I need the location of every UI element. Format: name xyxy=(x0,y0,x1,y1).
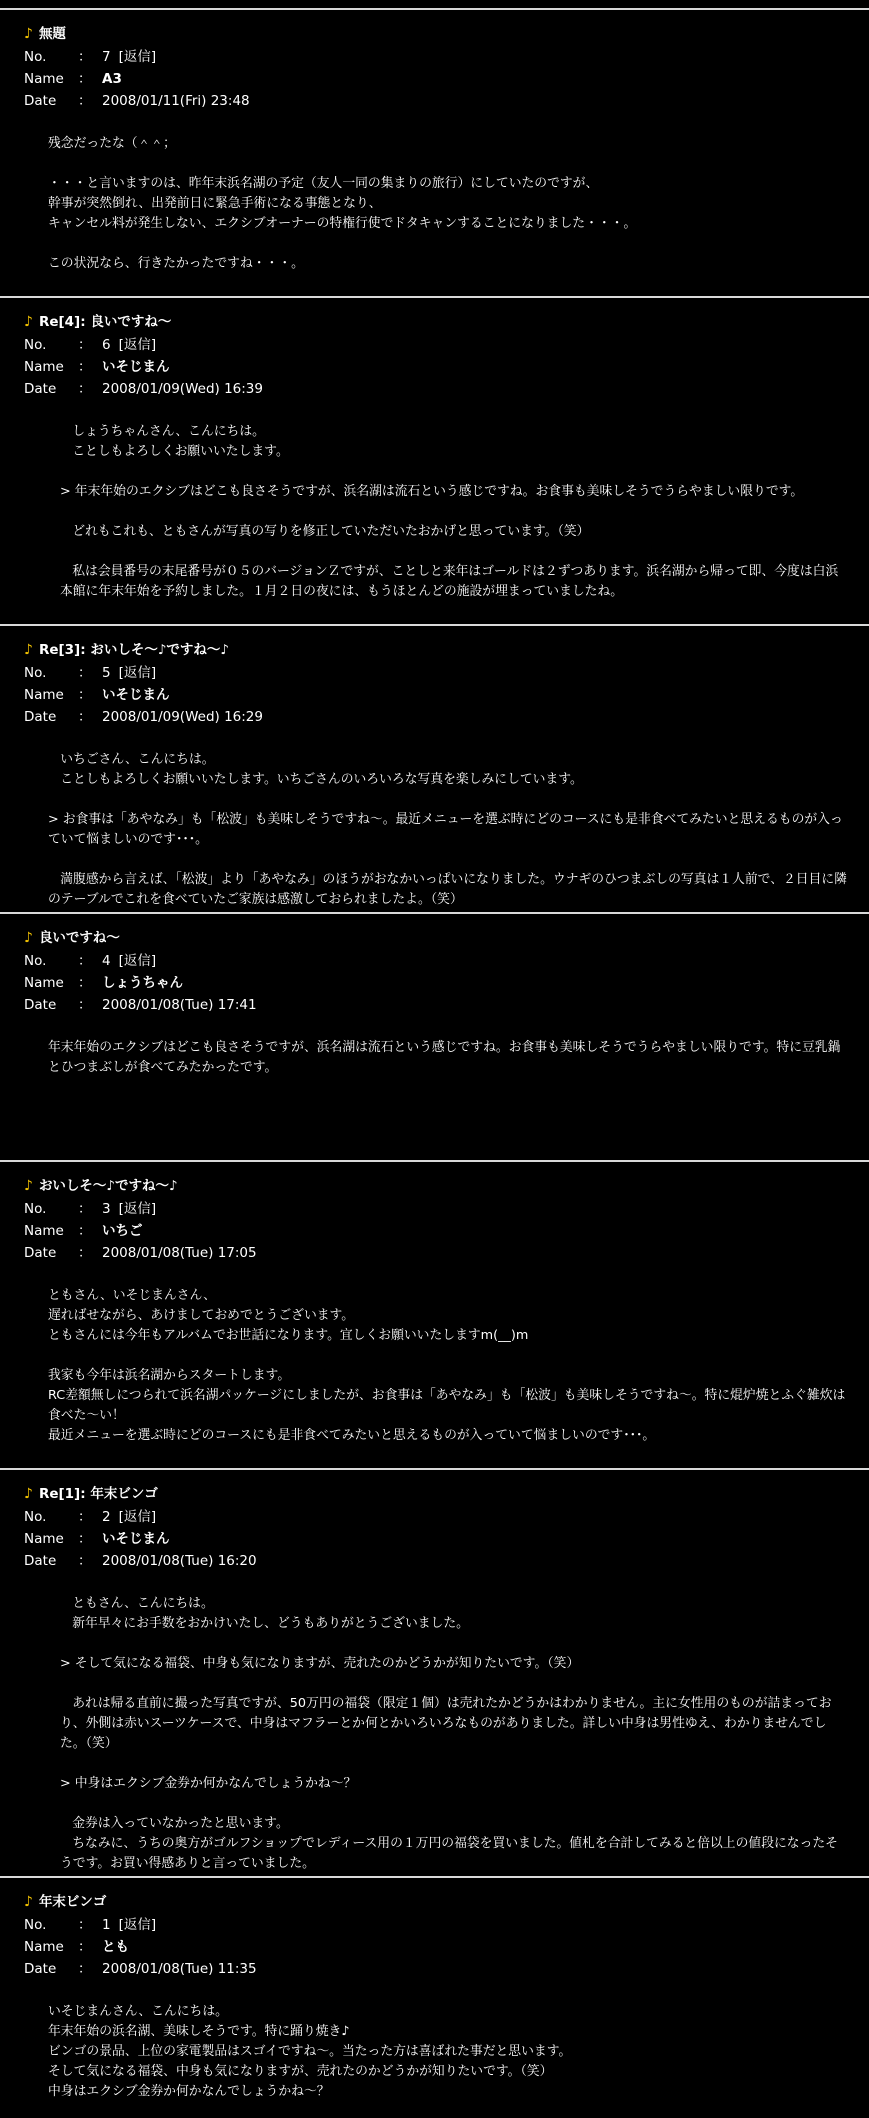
post-number-row xyxy=(24,46,624,68)
reply-link[interactable]: [返信] xyxy=(118,49,157,65)
colon: ： xyxy=(78,359,92,375)
post-meta xyxy=(24,46,624,112)
post-author: いそじまん xyxy=(102,359,170,375)
post-number: 5 xyxy=(102,665,111,681)
post-name-row xyxy=(24,1528,624,1550)
name-label: Name xyxy=(24,1531,64,1547)
post-title-text: Re[1]: 年末ビンゴ xyxy=(38,1486,158,1502)
colon: ： xyxy=(78,1961,92,1977)
post xyxy=(0,1876,869,2118)
no-label: No. xyxy=(24,337,47,353)
post-number: 3 xyxy=(102,1201,111,1217)
post-author: いそじまん xyxy=(102,687,170,703)
post-author: いそじまん xyxy=(102,1531,170,1547)
post-date-row xyxy=(24,994,624,1016)
post-number: 7 xyxy=(102,49,111,65)
music-note-icon: ♪ xyxy=(24,930,33,946)
post-date: 2008/01/09(Wed) 16:29 xyxy=(102,709,263,725)
no-label: No. xyxy=(24,49,47,65)
post-number: 2 xyxy=(102,1509,111,1525)
post-number-row xyxy=(24,662,624,684)
reply-link[interactable]: [返信] xyxy=(118,665,157,681)
music-note-icon: ♪ xyxy=(24,314,33,330)
date-label: Date xyxy=(24,1245,57,1261)
post-body: ともさん、こんにちは。 新年早々にお手数をおかけいたし、どうもありがとうございました。 > そして気になる福袋、中身も気になりますが、売れたのかどうかが知りたいです。（笑） あれは帰る直前に撮った写真ですが、50万円の福袋（限定１個）は売れたかどうかはわかりません。主に女性用のものが詰まっており、外側は赤いスーツケースで、中身はマフラーとか何とかいろいろなものがありました。詳しい中身は男性ゆえ、わかりませんでした。（笑） > 中身はエクシブ金券か何かなんでしょうかね〜？ 金券は入っていなかったと思います。 ちなみに、うちの奥方がゴルフショップでレディース用の１万円の福袋を買いました。値札を合計してみると倍以上の値段になったそうです。お買い得感ありと言っていました。 xyxy=(60,1596,838,1871)
post-title-text: Re[4]: 良いですね〜 xyxy=(38,314,172,330)
name-label: Name xyxy=(24,359,64,375)
post-date-row xyxy=(24,706,624,728)
reply-link[interactable]: [返信] xyxy=(118,1201,157,1217)
post-number-row xyxy=(24,1506,624,1528)
colon: ： xyxy=(78,1509,92,1525)
post-title xyxy=(24,310,171,330)
post-meta xyxy=(24,1506,624,1572)
post-number: 6 xyxy=(102,337,111,353)
date-label: Date xyxy=(24,1961,57,1977)
name-label: Name xyxy=(24,1223,64,1239)
colon: ： xyxy=(78,1245,92,1261)
post-date: 2008/01/08(Tue) 16:20 xyxy=(102,1553,257,1569)
post-title-text: おいしそ〜♪ですね〜♪ xyxy=(38,1178,178,1194)
colon: ： xyxy=(78,665,92,681)
no-label: No. xyxy=(24,1917,47,1933)
post-meta xyxy=(24,950,624,1016)
reply-link[interactable]: [返信] xyxy=(118,337,157,353)
colon: ： xyxy=(78,687,92,703)
post-body: 年末年始のエクシブはどこも良さそうですが、浜名湖は流石という感じですね。お食事も美味しそうでうらやましい限りです。特に豆乳鍋とひつまぶしが食べてみたかったです。 xyxy=(48,1040,841,1075)
music-note-icon: ♪ xyxy=(24,1486,33,1502)
name-label: Name xyxy=(24,1939,64,1955)
colon: ： xyxy=(78,93,92,109)
colon: ： xyxy=(78,1917,92,1933)
reply-link[interactable]: [返信] xyxy=(118,1917,157,1933)
post-number-row xyxy=(24,334,624,356)
music-note-icon: ♪ xyxy=(24,642,33,658)
music-note-icon: ♪ xyxy=(24,1178,33,1194)
colon: ： xyxy=(78,1531,92,1547)
date-label: Date xyxy=(24,997,57,1013)
post-body: いちごさん、こんにちは。 ことしもよろしくお願いいたします。いちごさんのいろいろな写真を楽しみにしています。 > お食事は「あやなみ」も「松波」も美味しそうですね〜。最近メニューを選ぶ時にどのコースにも是非食べてみたいと思えるものが入っていて悩ましいのです･･･。 満腹感から言えば、「松波」より「あやなみ」のほうがおなかいっぱいになりました。ウナギのひつまぶしの写真は１人前で、２日目に隣のテーブルでこれを食べていたご家族は感激しておられましたよ。（笑） xyxy=(48,752,847,907)
post-date-row xyxy=(24,1550,624,1572)
post-title xyxy=(24,926,120,946)
post-body: 残念だったな（＾＾； ・・・と言いますのは、昨年末浜名湖の予定（友人一同の集まりの旅行）にしていたのですが、 幹事が突然倒れ、出発前日に緊急手術になる事態となり、 キャンセル料が発生しない、エクシブオーナーの特権行使でドタキャンすることになりました・・・。 この状況なら、行きたかったですね・・・。 xyxy=(48,136,637,271)
reply-link[interactable]: [返信] xyxy=(118,953,157,969)
post-title xyxy=(24,22,66,42)
post-name-row xyxy=(24,1220,624,1242)
post-body: ともさん、いそじまんさん、 遅ればせながら、あけましておめでとうございます。 ともさんには今年もアルバムでお世話になります。宜しくお願いいたしますm(__)m 我家も今年は浜名湖からスタートします。 RC差額無しにつられて浜名湖パッケージにしましたが、お食事は「あやなみ」も「松波」も美味しそうですね〜。特に焜炉焼とふぐ雑炊は食べた〜い！ 最近メニューを選ぶ時にどのコースにも是非食べてみたいと思えるものが入っていて悩ましいのです･･･。 xyxy=(48,1288,846,1443)
colon: ： xyxy=(78,337,92,353)
post-name-row xyxy=(24,684,624,706)
post xyxy=(0,912,869,1162)
post xyxy=(0,624,869,914)
no-label: No. xyxy=(24,1201,47,1217)
colon: ： xyxy=(78,71,92,87)
post-title-text: 無題 xyxy=(38,26,66,42)
post-title xyxy=(24,1482,158,1502)
date-label: Date xyxy=(24,93,57,109)
post-meta xyxy=(24,1914,624,1980)
colon: ： xyxy=(78,709,92,725)
post-date: 2008/01/11(Fri) 23:48 xyxy=(102,93,250,109)
colon: ： xyxy=(78,1553,92,1569)
name-label: Name xyxy=(24,975,64,991)
post-body: しょうちゃんさん、こんにちは。 ことしもよろしくお願いいたします。 > 年末年始のエクシブはどこも良さそうですが、浜名湖は流石という感じですね。お食事も美味しそうでうらやましい限りです。 どれもこれも、ともさんが写真の写りを修正していただいたおかげと思っています。（笑） 私は会員番号の末尾番号が０５のバージョンＺですが、ことしと来年はゴールドは２ずつあります。浜名湖から帰って即、今度は白浜本館に年末年始を予約しました。１月２日の夜には、もうほとんどの施設が埋まっていましたね。 xyxy=(60,424,839,599)
post-body: いそじまんさん、こんにちは。 年末年始の浜名湖、美味しそうです。特に踊り焼き♪ ビンゴの景品、上位の家電製品はスゴイですね〜。当たった方は喜ばれた事だと思います。 そして気になる福袋、中身も気になりますが、売れたのかどうかが知りたいです。（笑） 中身はエクシブ金券か何かなんでしょうかね〜？ xyxy=(48,2004,572,2099)
post-date-row xyxy=(24,1958,624,1980)
no-label: No. xyxy=(24,665,47,681)
post-number-row xyxy=(24,1914,624,1936)
post-meta xyxy=(24,334,624,400)
post-title-text: 年末ビンゴ xyxy=(38,1894,107,1910)
post-number: 4 xyxy=(102,953,111,969)
music-note-icon: ♪ xyxy=(24,1894,33,1910)
name-label: Name xyxy=(24,687,64,703)
date-label: Date xyxy=(24,709,57,725)
colon: ： xyxy=(78,1939,92,1955)
post-date-row xyxy=(24,1242,624,1264)
post-title xyxy=(24,1174,178,1194)
date-label: Date xyxy=(24,381,57,397)
post-date-row xyxy=(24,378,624,400)
post xyxy=(0,1468,869,1878)
post-author: いちご xyxy=(102,1223,143,1239)
post-date: 2008/01/08(Tue) 17:05 xyxy=(102,1245,257,1261)
no-label: No. xyxy=(24,953,47,969)
colon: ： xyxy=(78,997,92,1013)
post xyxy=(0,296,869,626)
name-label: Name xyxy=(24,71,64,87)
post-number-row xyxy=(24,1198,624,1220)
post-date: 2008/01/08(Tue) 17:41 xyxy=(102,997,257,1013)
music-note-icon: ♪ xyxy=(24,26,33,42)
colon: ： xyxy=(78,953,92,969)
post-date: 2008/01/09(Wed) 16:39 xyxy=(102,381,263,397)
post xyxy=(0,8,869,298)
colon: ： xyxy=(78,381,92,397)
post-title xyxy=(24,638,229,658)
colon: ： xyxy=(78,1223,92,1239)
post-number: 1 xyxy=(102,1917,111,1933)
post-name-row xyxy=(24,68,624,90)
post-name-row xyxy=(24,972,624,994)
post-name-row xyxy=(24,1936,624,1958)
colon: ： xyxy=(78,49,92,65)
post-number-row xyxy=(24,950,624,972)
colon: ： xyxy=(78,975,92,991)
post-meta xyxy=(24,1198,624,1264)
reply-link[interactable]: [返信] xyxy=(118,1509,157,1525)
post-author: A3 xyxy=(102,71,122,87)
post-title-text: 良いですね〜 xyxy=(38,930,120,946)
post-date-row xyxy=(24,90,624,112)
post-name-row xyxy=(24,356,624,378)
date-label: Date xyxy=(24,1553,57,1569)
post-meta xyxy=(24,662,624,728)
post-title xyxy=(24,1890,106,1910)
colon: ： xyxy=(78,1201,92,1217)
post-title-text: Re[3]: おいしそ〜♪ですね〜♪ xyxy=(38,642,230,658)
no-label: No. xyxy=(24,1509,47,1525)
post-author: しょうちゃん xyxy=(102,975,183,991)
post-author: とも xyxy=(102,1939,129,1955)
post xyxy=(0,1160,869,1470)
post-date: 2008/01/08(Tue) 11:35 xyxy=(102,1961,257,1977)
